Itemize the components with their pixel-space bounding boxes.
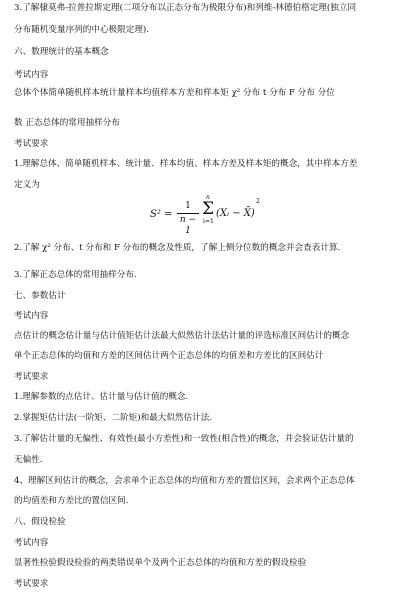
sigma-symbol: Σ	[202, 199, 215, 219]
text-line: 无偏性.	[14, 455, 43, 465]
formula-denominator: n − 1	[179, 215, 197, 236]
formula-exponent: 2	[256, 198, 260, 205]
subheading: 考试要求	[14, 372, 49, 382]
formula-numerator: 1	[185, 201, 191, 211]
text-line: 3.了解估计量的无偏性、有效性(最小方差性)和一致性(相合性)的概念，并会验证估计量的	[14, 434, 354, 444]
subheading: 考试要求	[14, 579, 49, 589]
sum-lower-limit: i=1	[203, 218, 214, 225]
text-line: 总体个体简单随机样本统计量样本均值样本方差和样本矩 χ² 分布 t 分布 F 分布 分位	[14, 88, 335, 98]
text-line: 4、理解区间估计的概念，会求单个正态总体的均值和方差的置信区间，会求两个正态总体	[14, 476, 355, 486]
sample-variance-formula	[150, 196, 260, 236]
text-line: 分布随机变量序列的中心极限定理).	[14, 25, 149, 35]
formula-lhs: S² =	[150, 209, 173, 220]
section-heading: 八、假设检验	[14, 517, 66, 527]
subheading: 考试要求	[14, 139, 49, 149]
text-line: 定义为	[14, 180, 40, 190]
text-line: 1.理解参数的点估计、估计量与估计值的概念.	[14, 392, 189, 402]
text-line: 点估计的概念估计量与估计值矩估计法最大似然估计法估计量的评选标准区间估计的概念	[14, 331, 350, 341]
formula-fraction	[177, 201, 199, 237]
section-heading: 六、数理统计的基本概念	[14, 47, 109, 57]
sum-upper-limit: n	[206, 194, 210, 201]
text-line: 显著性检验假设检验的两类错误单个及两个正态总体的均值和方差的假设检验	[14, 558, 307, 568]
text-line: 数 正态总体的常用抽样分布	[14, 118, 120, 128]
subheading: 考试内容	[14, 70, 49, 80]
text-line: 3.了解正态总体的常用抽样分布.	[14, 270, 137, 280]
formula-body: (Xᵢ − X̄)	[216, 208, 255, 219]
text-line: 3.了解棣莫弗-拉普拉斯定理(二项分布以正态分布为极限分布)和列维-林德伯格定理(独立同	[14, 3, 357, 13]
fraction-bar	[177, 213, 199, 214]
text-line: 1.理解总体、简单随机样本、统计量、样本均值、样本方差及样本矩的概念，其中样本方差	[14, 159, 358, 169]
section-heading: 七、参数估计	[14, 291, 66, 301]
subheading: 考试内容	[14, 538, 49, 548]
text-line: 2.掌握矩估计法(一阶矩、二阶矩)和最大似然估计法.	[14, 413, 213, 423]
text-line: 的均值差和方差比的置信区间.	[14, 496, 129, 506]
text-line: 2.了解 χ² 分布、t 分布和 F 分布的概念及性质，了解上侧分位数的概念并会查表计算.	[14, 243, 341, 253]
subheading: 考试内容	[14, 311, 49, 321]
text-line: 单个正态总体的均值和方差的区间估计两个正态总体的均值差和方差比的区间估计	[14, 351, 324, 361]
